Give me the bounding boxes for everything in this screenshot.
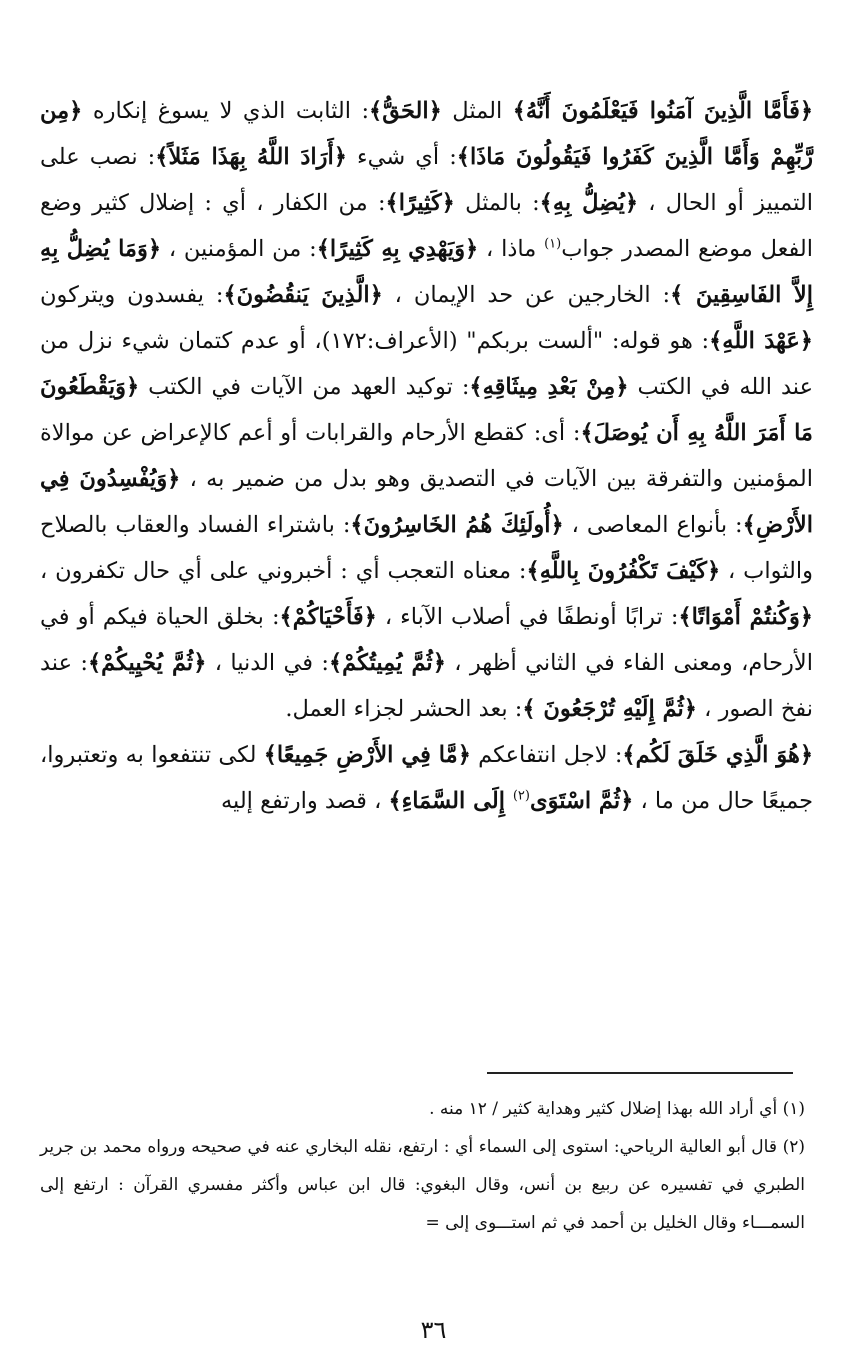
commentary-text: : ترابًا أونطفًا في أصلاب الآباء ، — [376, 604, 679, 630]
commentary-text: : من الكفار ، أي : إضلال كثير وضع الفعل موضع المصدر جواب — [40, 190, 813, 262]
quran-phrase: ﴿وَيُفْسِدُونَ فِي الأَرْضِ﴾ — [40, 466, 813, 538]
commentary-text: : بعد الحشر لجزاء العمل. — [285, 696, 523, 722]
commentary-text: : بخلق الحياة فيكم أو في الأرحام، ومعنى الفاء في الثاني أظهر ، — [40, 604, 813, 676]
paragraph-1 — [40, 88, 813, 732]
quran-phrase: ﴿عَهْدَ اللَّهِ﴾ — [709, 328, 813, 354]
quran-phrase: ﴿فَأَمَّا الَّذِينَ آمَنُوا فَيَعْلَمُونَ أَنَّهُ﴾ — [512, 98, 814, 124]
quran-phrase: ﴿ثُمَّ يُحْيِيكُمْ﴾ — [87, 650, 207, 676]
commentary-text: : بأنواع المعاصى ، — [563, 512, 743, 538]
footnote-ref: (١) — [544, 236, 562, 252]
quran-phrase: ﴿كَثِيرًا﴾ — [385, 190, 455, 216]
footnote-ref: (٢) — [512, 788, 530, 804]
commentary-text: : توكيد العهد من الآيات في الكتب — [139, 374, 470, 400]
quran-phrase: ﴿ثُمَّ إِلَيْهِ تُرْجَعُونَ ﴾ — [522, 696, 697, 722]
commentary-text: : نصب على التمييز أو الحال ، — [40, 144, 814, 216]
quran-phrase: إِلَى السَّمَاءِ﴾ — [388, 788, 513, 814]
commentary-text: : لاجل انتفاعكم — [470, 742, 623, 768]
footnote-separator — [487, 1072, 793, 1074]
quran-phrase: ﴿وَيَقْطَعُونَ مَا أَمَرَ اللَّهُ بِهِ أَن يُوصَلَ﴾ — [40, 374, 813, 446]
paragraph-2 — [40, 732, 813, 824]
footnotes — [40, 1090, 805, 1242]
commentary-text: : هو قوله: "ألست بربكم" (الأعراف:١٧٢)، أو عدم كتمان شيء نزل من عند الله في الكتب — [40, 328, 813, 400]
quran-phrase: ﴿مَّا فِي الأَرْضِ جَمِيعًا﴾ — [263, 742, 471, 768]
commentary-text: : في الدنيا ، — [206, 650, 329, 676]
commentary-text: : بالمثل — [454, 190, 540, 216]
quran-phrase: ﴿ثُمَّ يُمِيتُكُمْ﴾ — [328, 650, 446, 676]
quran-phrase: ﴿فَأَحْيَاكُمْ﴾ — [279, 604, 377, 630]
quran-phrase: ﴿وَيَهْدِي بِهِ كَثِيرًا﴾ — [316, 236, 479, 262]
quran-phrase: ﴿أُولَئِكَ هُمُ الخَاسِرُونَ﴾ — [350, 512, 564, 538]
footnote-1: (١) أي أراد الله بهذا إضلال كثير وهداية كثير / ١٢ منه . — [429, 1099, 805, 1119]
commentary-text: : باشتراء الفساد والعقاب بالصلاح والثواب ، — [40, 512, 813, 584]
quran-phrase: ﴿وَكُنتُمْ أَمْوَاتًا﴾ — [678, 604, 813, 630]
commentary-text: ، قصد وارتفع إليه — [220, 788, 389, 814]
commentary-text: : الخارجين عن حد الإيمان ، — [382, 282, 671, 308]
commentary-text: : معناه التعجب أي : أخبروني على أي حال تكفرون ، — [40, 558, 527, 584]
quran-phrase: ﴿الحَقُّ﴾ — [369, 98, 442, 124]
commentary-text: : يفسدون ويتركون — [40, 282, 224, 308]
commentary-text: : الثابت الذي لا يسوغ إنكاره — [82, 98, 370, 124]
commentary-text: المثل — [441, 98, 513, 124]
quran-phrase: ﴿يُضِلُّ بِهِ﴾ — [539, 190, 639, 216]
quran-phrase: ﴿ثُمَّ اسْتَوَى — [529, 788, 634, 814]
commentary-text: : عند نفخ الصور ، — [40, 650, 813, 722]
quran-phrase: ﴿وَمَا يُضِلُّ بِهِ إِلاَّ الفَاسِقِينَ ﴾ — [40, 236, 813, 308]
quran-phrase: ﴿أَرَادَ اللَّهُ بِهَذَا مَثَلاً﴾ — [155, 144, 347, 170]
commentary-text: : أى: كقطع الأرحام والقرابات أو أعم كالإعراض عن موالاة المؤمنين والتفرقة بين الآيات في التصديق وهو بدل من ضمير به ، — [40, 420, 813, 492]
page-number: ٣٦ — [420, 1316, 447, 1344]
quran-phrase: ﴿مِنْ بَعْدِ مِيثَاقِهِ﴾ — [469, 374, 629, 400]
quran-phrase: ﴿هُوَ الَّذِي خَلَقَ لَكُم﴾ — [622, 742, 814, 768]
main-text — [40, 88, 813, 824]
commentary-text: : أي شيء — [346, 144, 457, 170]
quran-phrase: ﴿مِن رَّبِّهِمْ وَأَمَّا الَّذِينَ كَفَرُوا فَيَقُولُونَ مَاذَا﴾ — [40, 98, 813, 170]
commentary-text: لكى تنتفعوا به وتعتبروا، جميعًا حال من ما ، — [40, 742, 813, 814]
quran-phrase: ﴿الَّذِينَ يَنقُضُونَ﴾ — [223, 282, 383, 308]
footnote-2: (٢) قال أبو العالية الرياحي: استوى إلى السماء أي : ارتفع، نقله البخاري عنه في صحيحه ورواه محمد بن جرير الطبري في تفسيره عن ربيع بن أنس، وقال البغوي: قال ابن عباس وأكثر مفسري القرآن : ارتفع إلى السمـــاء وقال الخليل بن أحمد في ثم استـــوى إلى = — [40, 1137, 805, 1233]
commentary-text: ماذا ، — [478, 236, 545, 262]
quran-phrase: ﴿كَيْفَ تَكْفُرُونَ بِاللَّهِ﴾ — [526, 558, 721, 584]
page-text — [40, 88, 813, 824]
commentary-text: : من المؤمنين ، — [161, 236, 317, 262]
